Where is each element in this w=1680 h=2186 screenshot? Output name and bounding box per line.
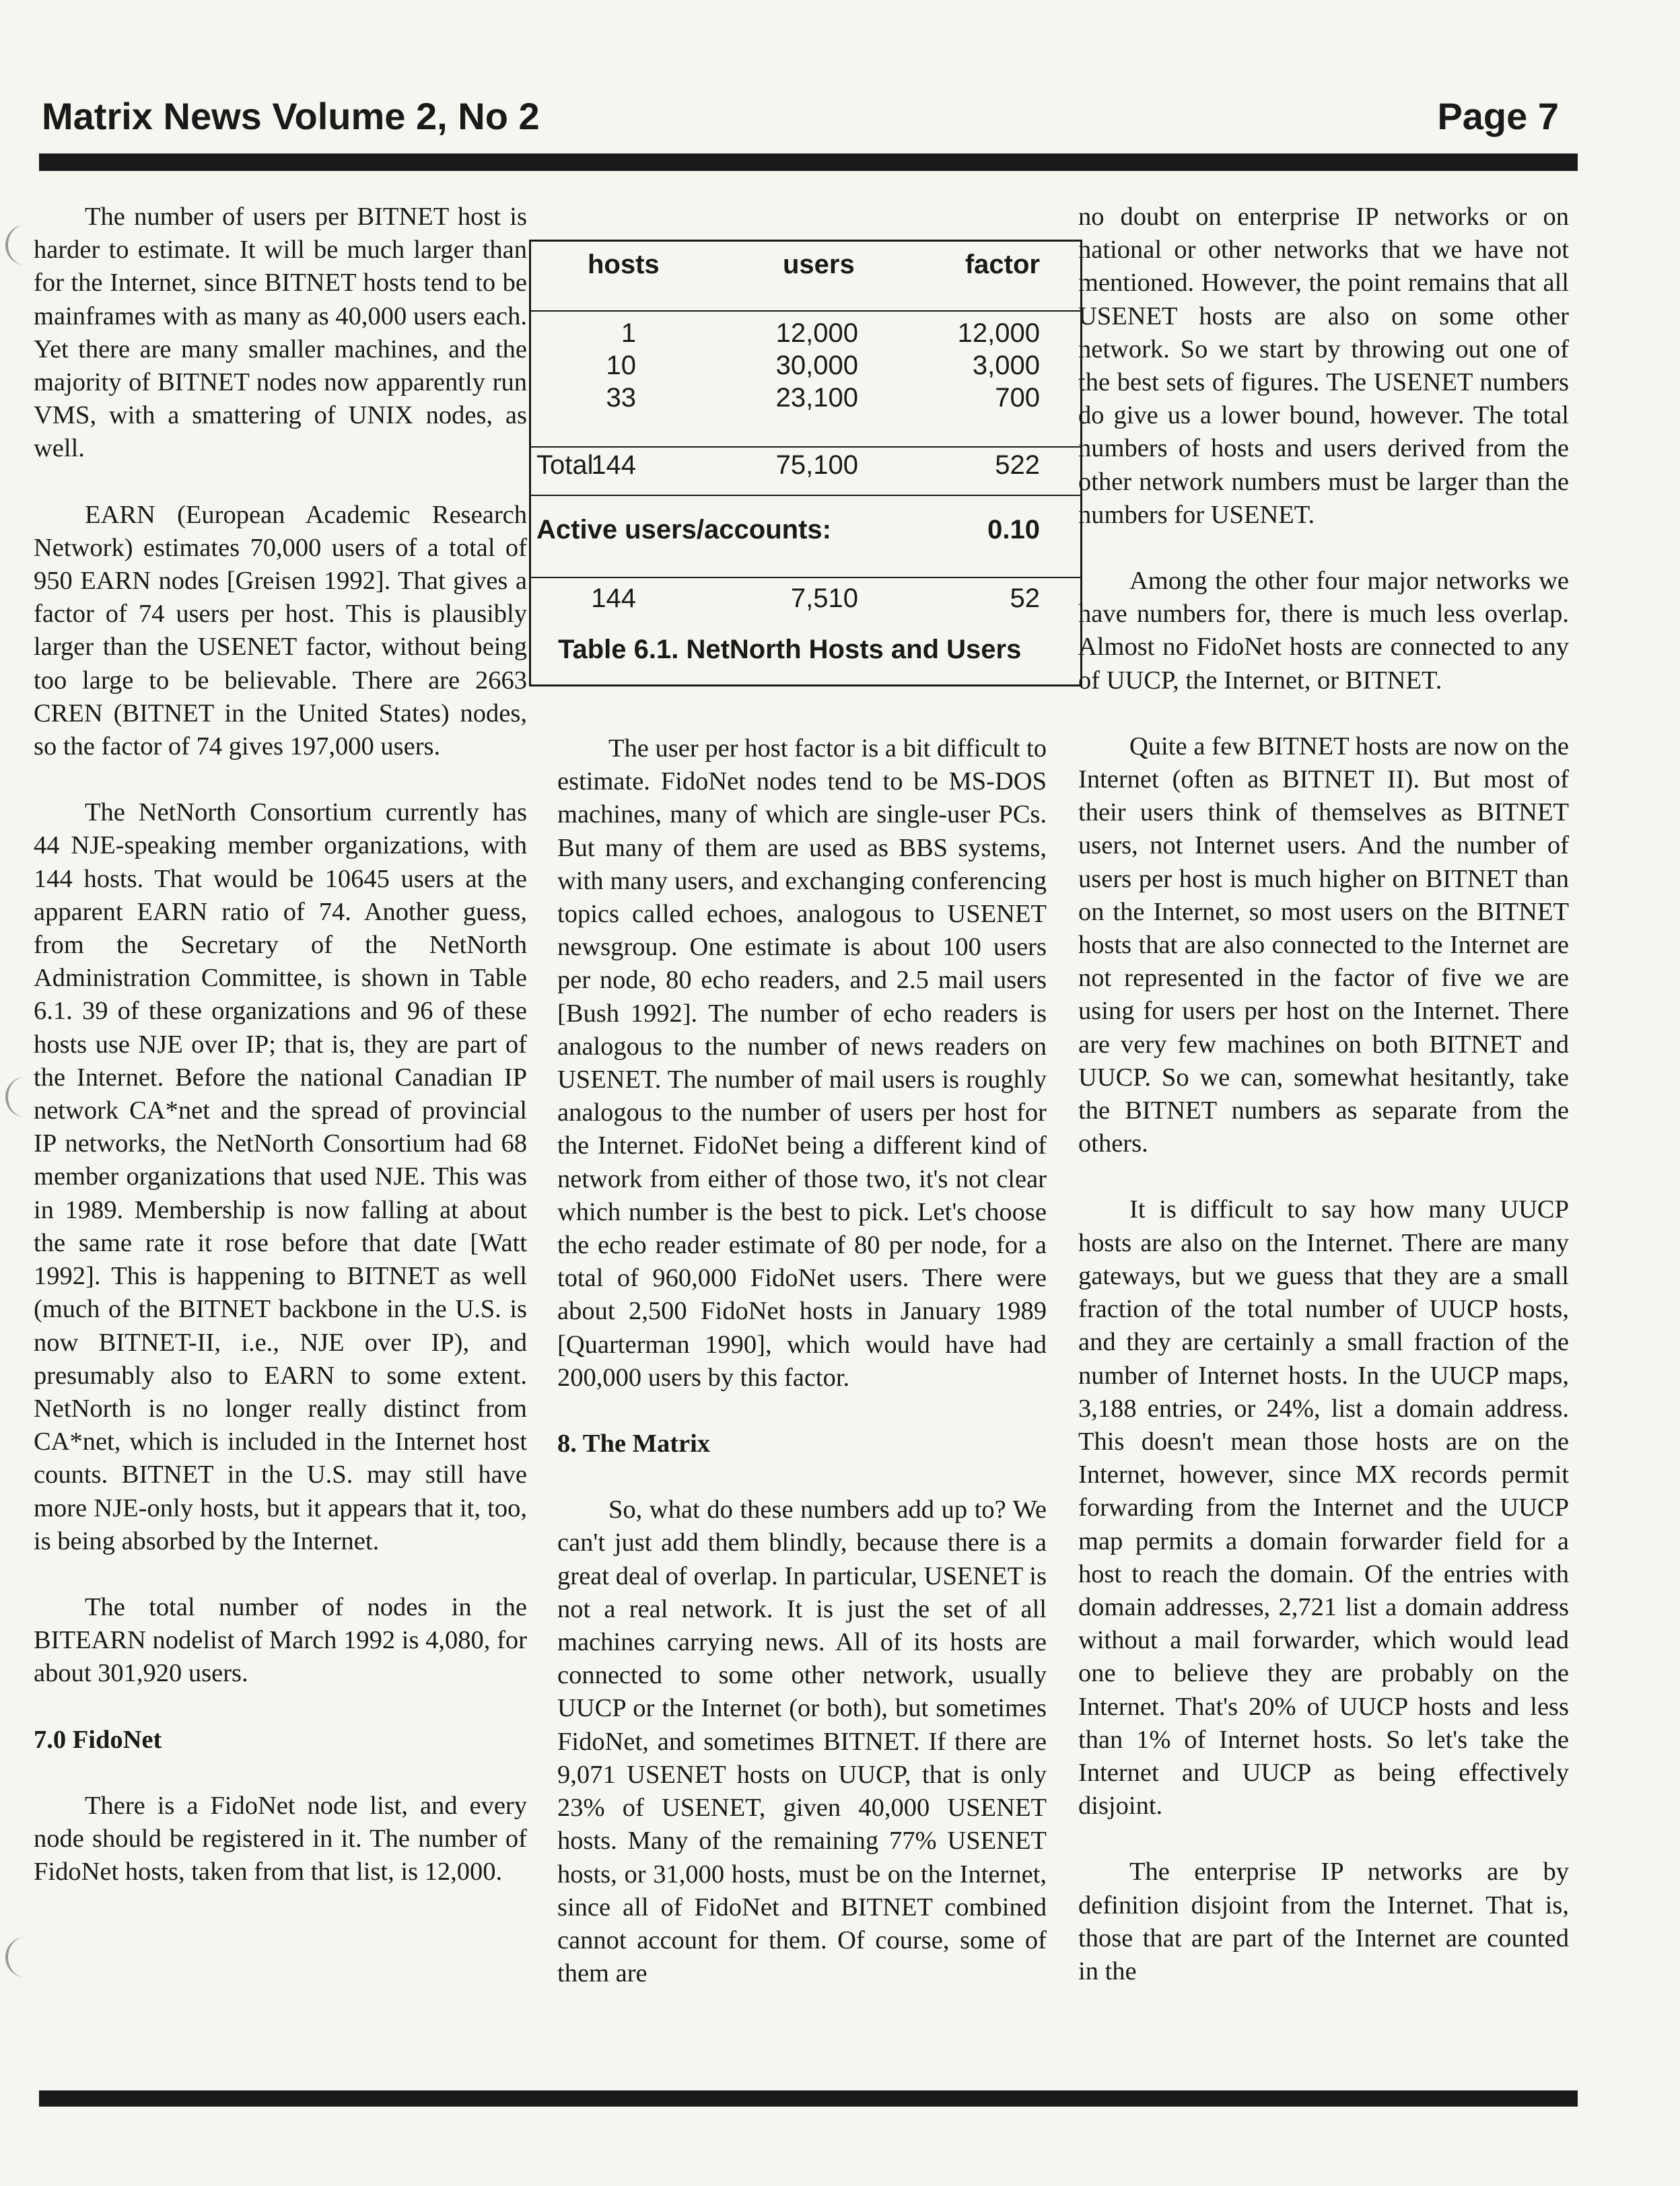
table-cell: 7,510	[790, 584, 858, 613]
table-active-label: Active users/accounts:	[536, 515, 831, 544]
column-middle	[557, 732, 1047, 1990]
table-cell: 1	[621, 318, 636, 348]
header-rule	[39, 153, 1578, 171]
table-total-label: Total	[536, 450, 594, 480]
table-header-factor: factor	[965, 250, 1040, 279]
table-header-hosts: hosts	[588, 250, 660, 279]
page-number: Page 7	[1437, 95, 1559, 137]
binder-hole-mark	[5, 1937, 31, 1977]
table-cell: 30,000	[775, 351, 858, 380]
table-cell: 144	[591, 584, 636, 613]
binder-hole-mark	[5, 225, 31, 265]
column-right	[1078, 201, 1569, 1988]
column-left	[34, 201, 527, 1889]
binder-hole-mark	[5, 1077, 31, 1117]
section-heading-fidonet: 7.0 FidoNet	[34, 1725, 162, 1754]
table-caption: Table 6.1. NetNorth Hosts and Users	[558, 635, 1022, 664]
table-cell: 12,000	[957, 318, 1040, 348]
table-rule	[531, 577, 1080, 578]
footer-rule	[39, 2090, 1578, 2107]
table-header-users: users	[783, 250, 855, 279]
table-cell: 144	[591, 450, 636, 480]
table-rule	[531, 495, 1080, 496]
paragraph-usenet-bound: no doubt on enterprise IP networks or on national or other networks that we have not mentioned. However, the point remains that all USENET hosts are also on some other network. So we start by throwing out one of the best sets of figures. The USENET numbers do give us a lower bound, however. The total numbers of hosts and users derived from the other network numbers must be larger than the numbers for USENET.	[1078, 203, 1569, 529]
netnorth-table	[529, 240, 1082, 686]
paragraph-netnorth: The NetNorth Consortium currently has 44 NJE-speaking member organizations, with 144 hosts. That would be 10645 users at the apparent EARN ratio of 74. Another guess, from the Secretary of the NetNorth Administration Committee, is shown in Table 6.1. 39 of these organizations and 96 of these hosts use NJE over IP; that is, they are part of the Internet. Before the national Canadian IP network CA*net and the spread of provincial IP networks, the NetNorth Consortium had 68 member organizations that used NJE. This was in 1989. Membership is now falling at about the same rate it rose before that date [Watt 1992]. This is happening to BITNET as well (much of the BITNET backbone in the U.S. is now BITNET-II, i.e., NJE over IP), and presumably also to EARN to some extent. NetNorth is no longer really distinct from CA*net, which is included in the Internet host counts. BITNET in the U.S. may still have more NJE-only hosts, but it appears that it, too, is being absorbed by the Internet.	[34, 798, 527, 1555]
table-cell: 522	[995, 450, 1040, 480]
section-heading-matrix: 8. The Matrix	[557, 1430, 711, 1458]
table-cell: 33	[606, 383, 636, 413]
table-active-value: 0.10	[987, 515, 1040, 544]
table-cell: 75,100	[775, 450, 858, 480]
paragraph-earn: EARN (European Academic Research Network) estimates 70,000 users of a total of 950 EARN nodes [Greisen 1992]. That gives a factor of 74 users per host. This is plausibly larger than the USENET factor, without being too large to be believable. There are 2663 CREN (BITNET in the United States) nodes, so the factor of 74 gives 197,000 users.	[34, 500, 527, 761]
table-cell: 52	[1010, 584, 1040, 613]
paragraph-bitearn: The total number of nodes in the BITEARN nodelist of March 1992 is 4,080, for about 301,920 users.	[34, 1592, 527, 1688]
paragraph-fidonet-list: There is a FidoNet node list, and every node should be registered in it. The number of FidoNet hosts, taken from that list, is 12,000.	[34, 1791, 527, 1887]
table-cell: 700	[995, 383, 1040, 413]
paragraph-fidonet-factor: The user per host factor is a bit difficult to estimate. FidoNet nodes tend to be MS-DOS machines, many of which are single-user PCs. But many of them are used as BBS systems, with many users, and exchanging conferencing topics called echoes, analogous to USENET newsgroup. One estimate is about 100 users per node, 80 echo readers, and 2.5 mail users [Bush 1992]. The number of echo readers is analogous to the number of news readers on USENET. The number of mail users is roughly analogous to the number of users per host for the Internet. FidoNet being a different kind of network from either of those two, it's not clear which number is the best to pick. Let's choose the echo reader estimate of 80 per node, for a total of 960,000 FidoNet users. There were about 2,500 FidoNet hosts in January 1989 [Quarterman 1990], which would have had 200,000 users by this factor.	[557, 734, 1047, 1392]
table-cell: 23,100	[775, 383, 858, 413]
paragraph-matrix: So, what do these numbers add up to? We can't just add them blindly, because there is a great deal of overlap. In particular, USENET is not a real network. It is just the set of all machines carrying news. All of its hosts are connected to some other network, usually UUCP or the Internet (or both), but sometimes FidoNet, and sometimes BITNET. If there are 9,071 USENET hosts on UUCP, that is only 23% of USENET, given 40,000 USENET hosts. Many of the remaining 77% USENET hosts, or 31,000 hosts, must be on the Internet, since all of FidoNet and BITNET combined cannot account for them. Of course, some of them are	[557, 1495, 1047, 1988]
paragraph-overlap: Among the other four major networks we have numbers for, there is much less overlap. Almost no FidoNet hosts are connected to any of UUCP, the Internet, or BITNET.	[1078, 567, 1569, 695]
table-cell: 3,000	[972, 351, 1040, 380]
paragraph-bitnet-users: The number of users per BITNET host is harder to estimate. It will be much larger than for the Internet, since BITNET hosts tend to be mainframes with as many as 40,000 users each. Yet there are many smaller machines, and the majority of BITNET nodes now apparently run VMS, with a smattering of UNIX nodes, as well.	[34, 203, 527, 463]
table-rule	[531, 310, 1080, 312]
table-cell: 12,000	[775, 318, 858, 348]
table-rule	[531, 446, 1080, 448]
table-cell: 10	[606, 351, 636, 380]
paragraph-uucp-internet: It is difficult to say how many UUCP hosts are also on the Internet. There are many gateways, but we guess that they are a small fraction of the total number of UUCP hosts, and they are certainly a small fraction of the number of Internet hosts. In the UUCP maps, 3,188 entries, or 24%, list a domain address. This doesn't mean those hosts are on the Internet, however, since MX records permit forwarding from the Internet and the UUCP map permits a domain forwarder field for a host to reach the domain. Of the entries with domain addresses, 2,721 list a domain address without a mail forwarder, which would lead one to believe they are probably on the Internet. That's 20% of UUCP hosts and less than 1% of Internet hosts. So let's take the Internet and UUCP as being effectively disjoint.	[1078, 1195, 1569, 1821]
page-header-title: Matrix News Volume 2, No 2	[42, 95, 540, 137]
paragraph-enterprise-ip: The enterprise IP networks are by definition disjoint from the Internet. That is, those that are part of the Internet are counted in the	[1078, 1858, 1569, 1985]
paragraph-bitnet-internet: Quite a few BITNET hosts are now on the Internet (often as BITNET II). But most of their users think of themselves as BITNET users, not Internet users. And the number of users per host is much higher on BITNET than on the Internet, so most users on the BITNET hosts that are also connected to the Internet are not represented in the factor of five we are using for users per host on the Internet. There are very few machines on both BITNET and UUCP. So we can, somewhat hesitantly, take the BITNET numbers as separate from the others.	[1078, 732, 1569, 1158]
